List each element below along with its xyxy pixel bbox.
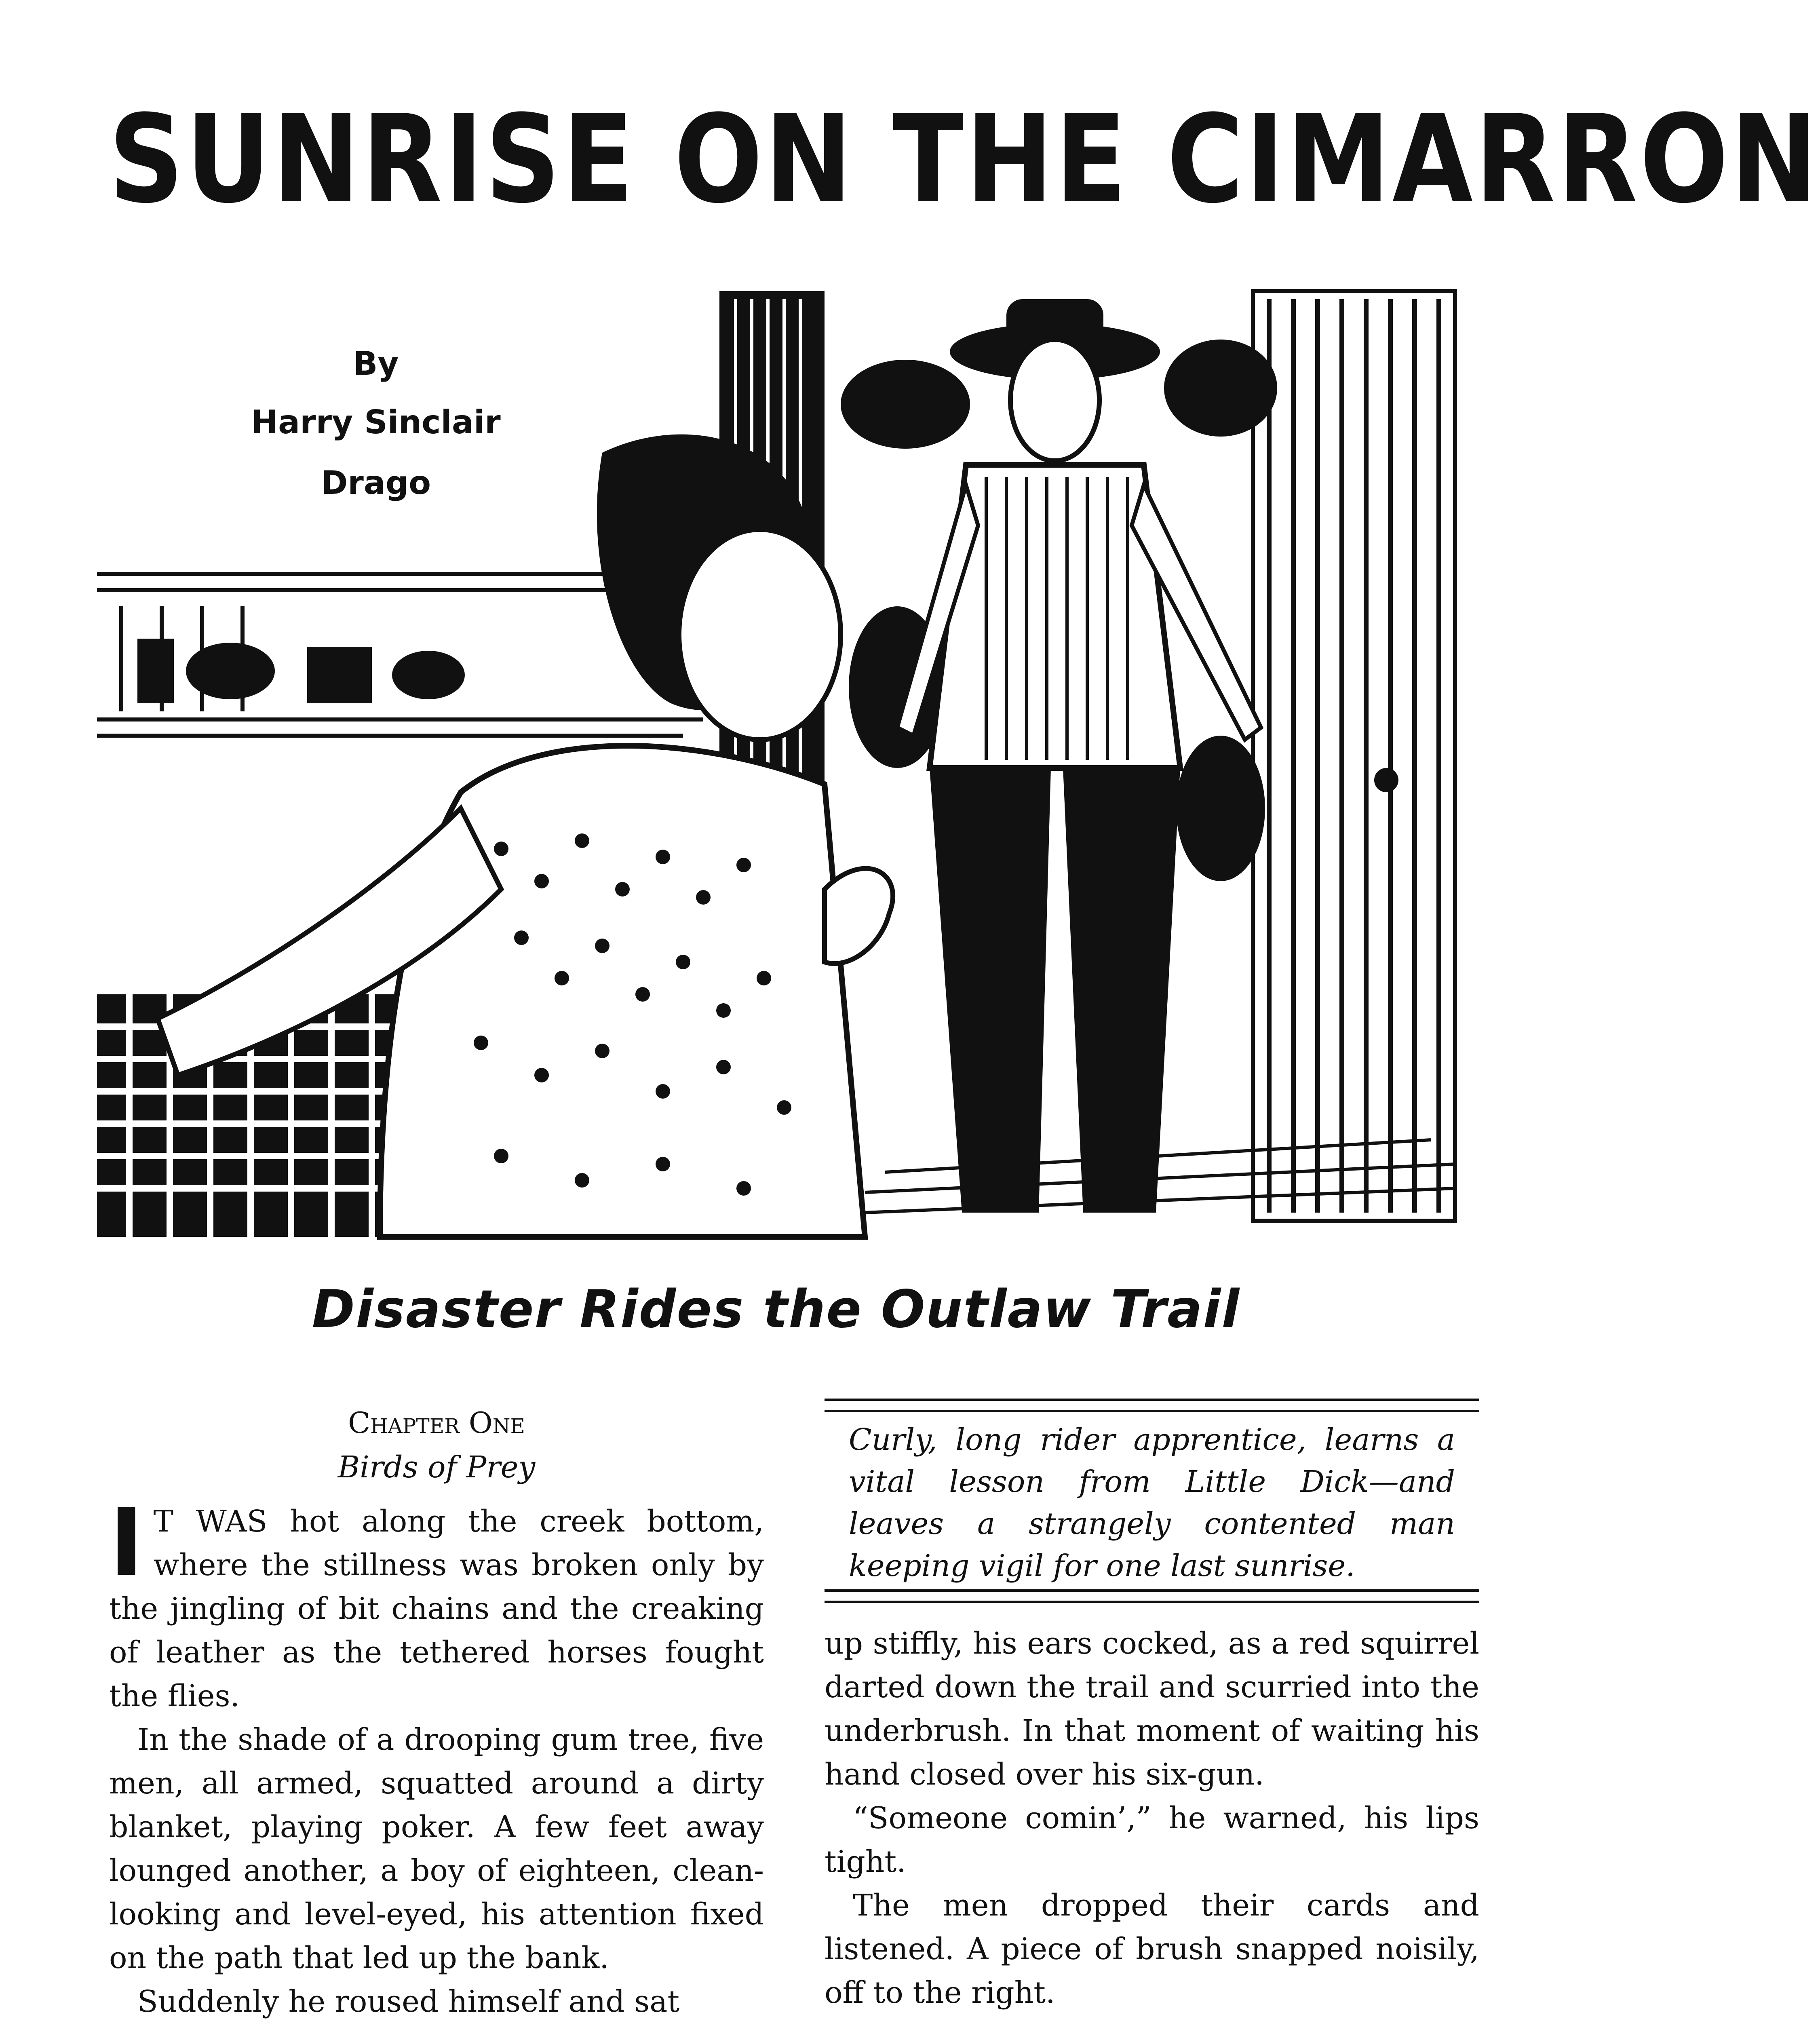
paragraph: up stiffly, his ears cocked, as a red squirrel darted down the trail and scurried into the underbrush. In that moment of waiting his hand closed over his six-gun. <box>825 1626 1479 1792</box>
paragraph: In the shade of a drooping gum tree, five men, all armed, squatted around a dirty blanket, playing poker. A few feet away lounged another, a boy of eighteen, clean-looking and level-eyed, his attention fixed on the path that led up the bank. <box>109 1722 764 1975</box>
chapter-name: Birds of Prey <box>337 1450 536 1485</box>
story-blurb-box <box>825 1399 1479 1603</box>
shelf-objects <box>137 639 465 703</box>
right-column-text <box>825 1622 1479 2015</box>
byline <box>234 340 517 517</box>
drop-cap: I <box>109 1489 144 1597</box>
right-column <box>825 1403 1479 2015</box>
chapter-heading: Chapter One <box>348 1406 525 1440</box>
story-subtitle: Disaster Rides the Outlaw Trail <box>312 1279 1240 1340</box>
paragraph: Suddenly he roused himself and sat <box>137 1984 680 2019</box>
paragraph: “Someone comin’,” he warned, his lips tight. <box>825 1801 1479 1879</box>
byline-by: By <box>353 345 399 382</box>
author-first-name: Harry Sinclair <box>251 403 501 441</box>
paragraph: The men dropped their cards and listened. A piece of brush snapped noisily, off to the right. <box>825 1888 1479 2010</box>
story-title: SUNRISE ON THE CIMARRON <box>108 89 1820 230</box>
left-column <box>109 1403 764 2021</box>
double-rule-bottom <box>825 1589 1479 1603</box>
paragraph <box>109 1489 764 1718</box>
story-blurb: Curly, long rider apprentice, learns a vital lesson from Little Dick—and leaves a strangely contented man keeping vigil for one last sunrise. <box>849 1422 1455 1583</box>
paragraph-text: T WAS hot along the creek bottom, where the stillness was broken only by the jingling of bit chains and the creaking of leather as the tethered horses fought the flies. <box>109 1504 764 1713</box>
author-last-name: Drago <box>321 464 431 502</box>
double-rule-top <box>825 1399 1479 1412</box>
